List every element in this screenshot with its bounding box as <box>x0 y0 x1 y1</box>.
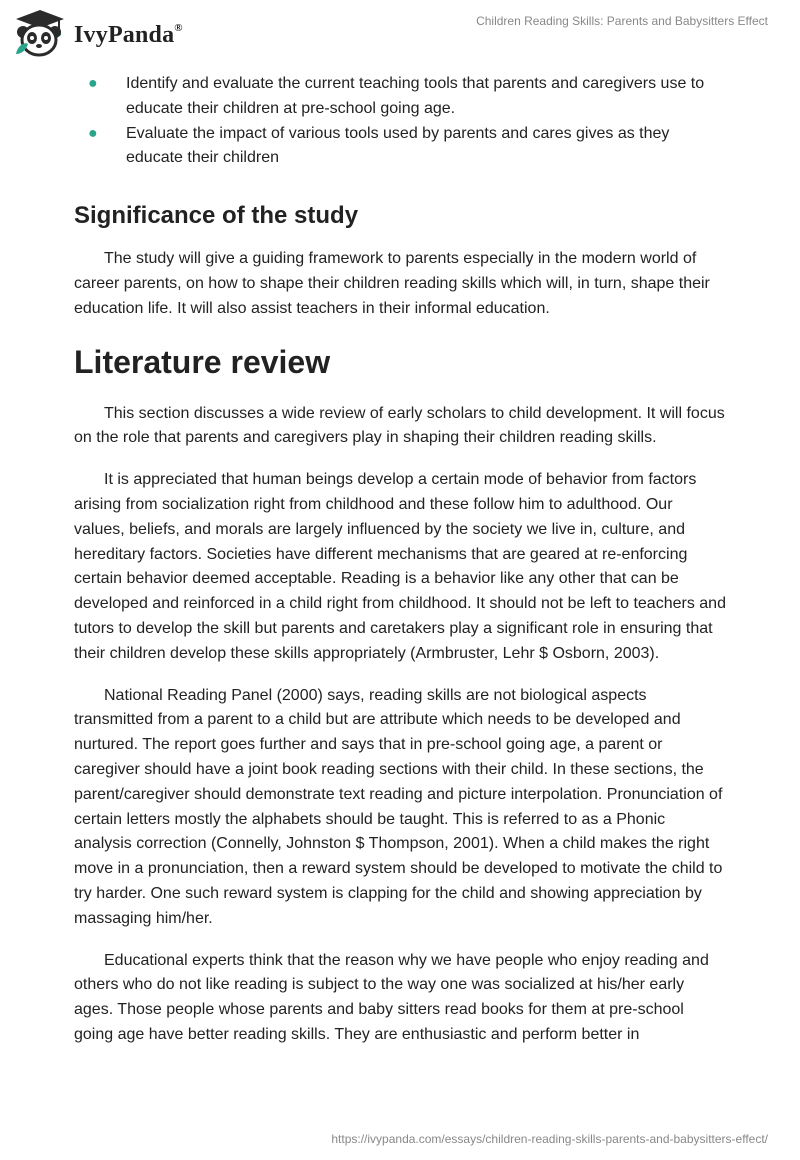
literature-review-section <box>74 342 726 1048</box>
list-item <box>74 122 726 172</box>
paragraph: It is appreciated that human beings develop a certain mode of behavior from factors arising from socialization right from childhood and these follow him to adulthood. Our values, beliefs, and morals are largely influenced by the society we live in, culture, and hereditary factors. Societies have different mechanisms that are geared at re-enforcing certain behavior deemed acceptable. Reading is a behavior like any other that can be developed and reinforced in a child right from childhood. It should not be left to teachers and tutors to develop the skill but parents and caretakers play a significant role in ensuring that their children develop these skills appropriately (Armbruster, Lehr $ Osborn, 2003). <box>74 471 726 662</box>
page-header <box>0 0 800 66</box>
registered-mark: ® <box>174 22 183 34</box>
panda-graduate-icon <box>12 8 68 58</box>
list-item-text: Identify and evaluate the current teaching tools that parents and caregivers use to educate their children at pre-school going age. <box>126 75 705 117</box>
document-title: Children Reading Skills: Parents and Babysitters Effect <box>476 14 768 28</box>
paragraph: The study will give a guiding framework to parents especially in the modern world of career parents, on how to shape their children reading skills which will, in turn, shape their education life. It will also assist teachers in their informal education. <box>74 250 710 317</box>
paragraph: This section discusses a wide review of early scholars to child development. It will focus on the role that parents and caregivers play in shaping their children reading skills. <box>74 404 725 447</box>
significance-section <box>74 201 726 321</box>
section-heading: Significance of the study <box>74 202 359 230</box>
list-item <box>74 72 726 122</box>
ivypanda-logo[interactable] <box>12 8 187 58</box>
paragraph: Educational experts think that the reason why we have people who enjoy reading and others who do not like reading is subject to the way one was socialized at his/her early ages. Those people whose parents and baby sitters read books for them at pre-school going age have better reading skills. They are enthusiastic and perform better in <box>74 951 709 1043</box>
essay-content <box>74 72 726 1048</box>
section-heading: Literature review <box>74 343 331 380</box>
paragraph: National Reading Panel (2000) says, reading skills are not biological aspects transmitted from a parent to a child but are attribute which needs to be developed and nurtured. The report goes further and says that in pre-school going age, a parent or caregiver should have a joint book reading sections with their child. In these sections, the parent/caregiver should demonstrate text reading and picture interpolation. Pronunciation of certain letters mostly the alphabets should be taught. This is referred to as a Phonic analysis correction (Connelly, Johnston $ Thompson, 2001). When a child makes the right move in a pronunciation, then a reward system should be developed to motivate the child to try harder. One such reward system is clapping for the child and showing appreciation by massaging him/her. <box>74 686 723 927</box>
bullet-icon: ● <box>88 75 98 92</box>
list-item-text: Evaluate the impact of various tools used by parents and cares gives as they educate their children <box>126 124 670 167</box>
brand-name: IvyPanda® <box>74 22 183 48</box>
source-url[interactable]: https://ivypanda.com/essays/children-reading-skills-parents-and-babysitters-effect/ <box>331 1132 768 1146</box>
bullet-icon: ● <box>88 124 98 142</box>
objectives-list <box>74 72 726 171</box>
